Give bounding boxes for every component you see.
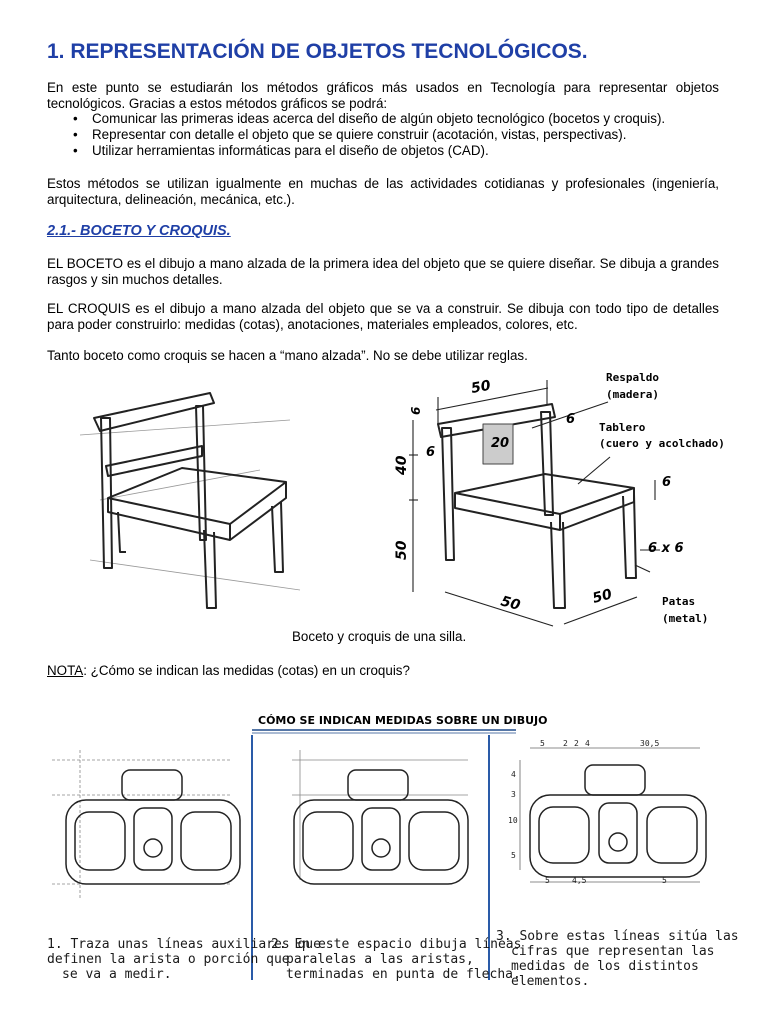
intro-paragraph: En este punto se estudiarán los métodos gráficos más usados en Tecnología para representar objetos tecnológicos. Gracias a estos métodos gráficos se podrá: (47, 80, 719, 111)
radio-drawing-2 (292, 750, 468, 884)
dim-bottom-front: 50 (498, 593, 522, 614)
annotation-patas-material: (metal) (662, 612, 709, 625)
radio-figure-title: CÓMO SE INDICAN MEDIDAS SOBRE UN DIBUJO (258, 714, 548, 727)
step2-line3: terminadas en punta de flecha. (286, 967, 521, 982)
step1-line3: se va a medir. (62, 967, 172, 982)
note-text: : ¿Cómo se indican las medidas (cotas) en un croquis? (83, 663, 410, 678)
note-line (47, 663, 410, 678)
step3-line1: 3. Sobre estas líneas sitúa las (496, 929, 739, 944)
dim-bottom-2: 4,5 (572, 876, 587, 885)
dim-left-2: 3 (511, 790, 516, 799)
step3-line3: medidas de los distintos (511, 959, 699, 974)
bullet-item: • Utilizar herramientas informáticas para el diseño de objetos (CAD). (47, 143, 665, 159)
bullet-item: • Comunicar las primeras ideas acerca del diseño de algún objeto tecnológico (bocetos y croquis). (47, 111, 665, 127)
mano-alzada-paragraph: Tanto boceto como croquis se hacen a “mano alzada”. No se debe utilizar reglas. (47, 348, 528, 363)
dim-top-3: 2 (574, 739, 579, 748)
dim-bottom-3: 5 (662, 876, 667, 885)
dim-leg-section: 6 x 6 (648, 541, 684, 556)
note-label: NOTA (47, 663, 84, 678)
step1-line1: 1. Traza unas líneas auxiliares que (47, 937, 321, 952)
dim-back-panel: 20 (491, 436, 510, 451)
step3-line2: cifras que representan las (511, 944, 715, 959)
annotation-respaldo: Respaldo (606, 371, 659, 384)
step3-line4: elementos. (511, 974, 590, 989)
chair-figure (0, 360, 768, 632)
radio-drawing-1 (52, 750, 240, 900)
radio-dimensioning-figure (0, 700, 768, 1000)
croquis-paragraph: EL CROQUIS es el dibujo a mano alzada del objeto que se va a construir. Se dibuja con todo tipo de detalles para poder construirlo: medidas (cotas), anotaciones, materiales empleados, colores, etc. (47, 301, 719, 332)
dim-seat-side: 6 (566, 412, 576, 427)
annotation-patas: Patas (662, 595, 696, 608)
dim-top-2: 2 (563, 739, 568, 748)
dim-left-3: 10 (508, 816, 518, 825)
page-title: 1. REPRESENTACIÓN DE OBJETOS TECNOLÓGICOS. (47, 40, 588, 63)
bullet-item: • Representar con detalle el objeto que se quiere construir (acotación, vistas, perspectivas). (47, 127, 665, 143)
section-title: 2.1.- BOCETO Y CROQUIS. (47, 223, 231, 239)
radio-drawing-3 (520, 748, 706, 882)
dim-top-1: 5 (540, 739, 545, 748)
dim-height-back: 40 (394, 455, 410, 475)
dim-top-5: 30,5 (640, 739, 660, 748)
chair-figure-caption: Boceto y croquis de una silla. (292, 629, 467, 644)
dim-top-width: 50 (469, 377, 492, 397)
bullet-list (47, 111, 665, 159)
dim-top-4: 4 (585, 739, 590, 748)
boceto-paragraph: EL BOCETO es el dibujo a mano alzada de la primera idea del objeto que se quiere diseñar. Se dibuja a grandes rasgos y sin muchos detalles. (47, 256, 719, 287)
annotation-tablero-material: (cuero y acolchado) (599, 437, 725, 450)
dim-bottom-1: 5 (545, 876, 550, 885)
boceto-chair-drawing (80, 393, 300, 608)
step2-line1: 2. En este espacio dibuja líneas (271, 937, 522, 952)
dim-bottom-side: 50 (590, 586, 614, 607)
methods-paragraph: Estos métodos se utilizan igualmente en muchas de las actividades cotidianas y profesionales (ingeniería, arquitectura, delineación, mecánica, etc.). (47, 176, 719, 207)
dim-back-top: 6 (409, 406, 423, 415)
dim-left-1: 4 (511, 770, 516, 779)
dim-height-legs: 50 (394, 540, 410, 560)
dim-seat-thickness: 6 (662, 475, 672, 490)
step1-line2: definen la arista o porción que (47, 952, 290, 967)
dim-back-side: 6 (426, 445, 436, 460)
annotation-tablero: Tablero (599, 421, 646, 434)
annotation-respaldo-material: (madera) (606, 388, 659, 401)
step2-line2: paralelas a las aristas, (286, 952, 474, 967)
dim-left-4: 5 (511, 851, 516, 860)
croquis-chair-drawing (438, 404, 636, 608)
